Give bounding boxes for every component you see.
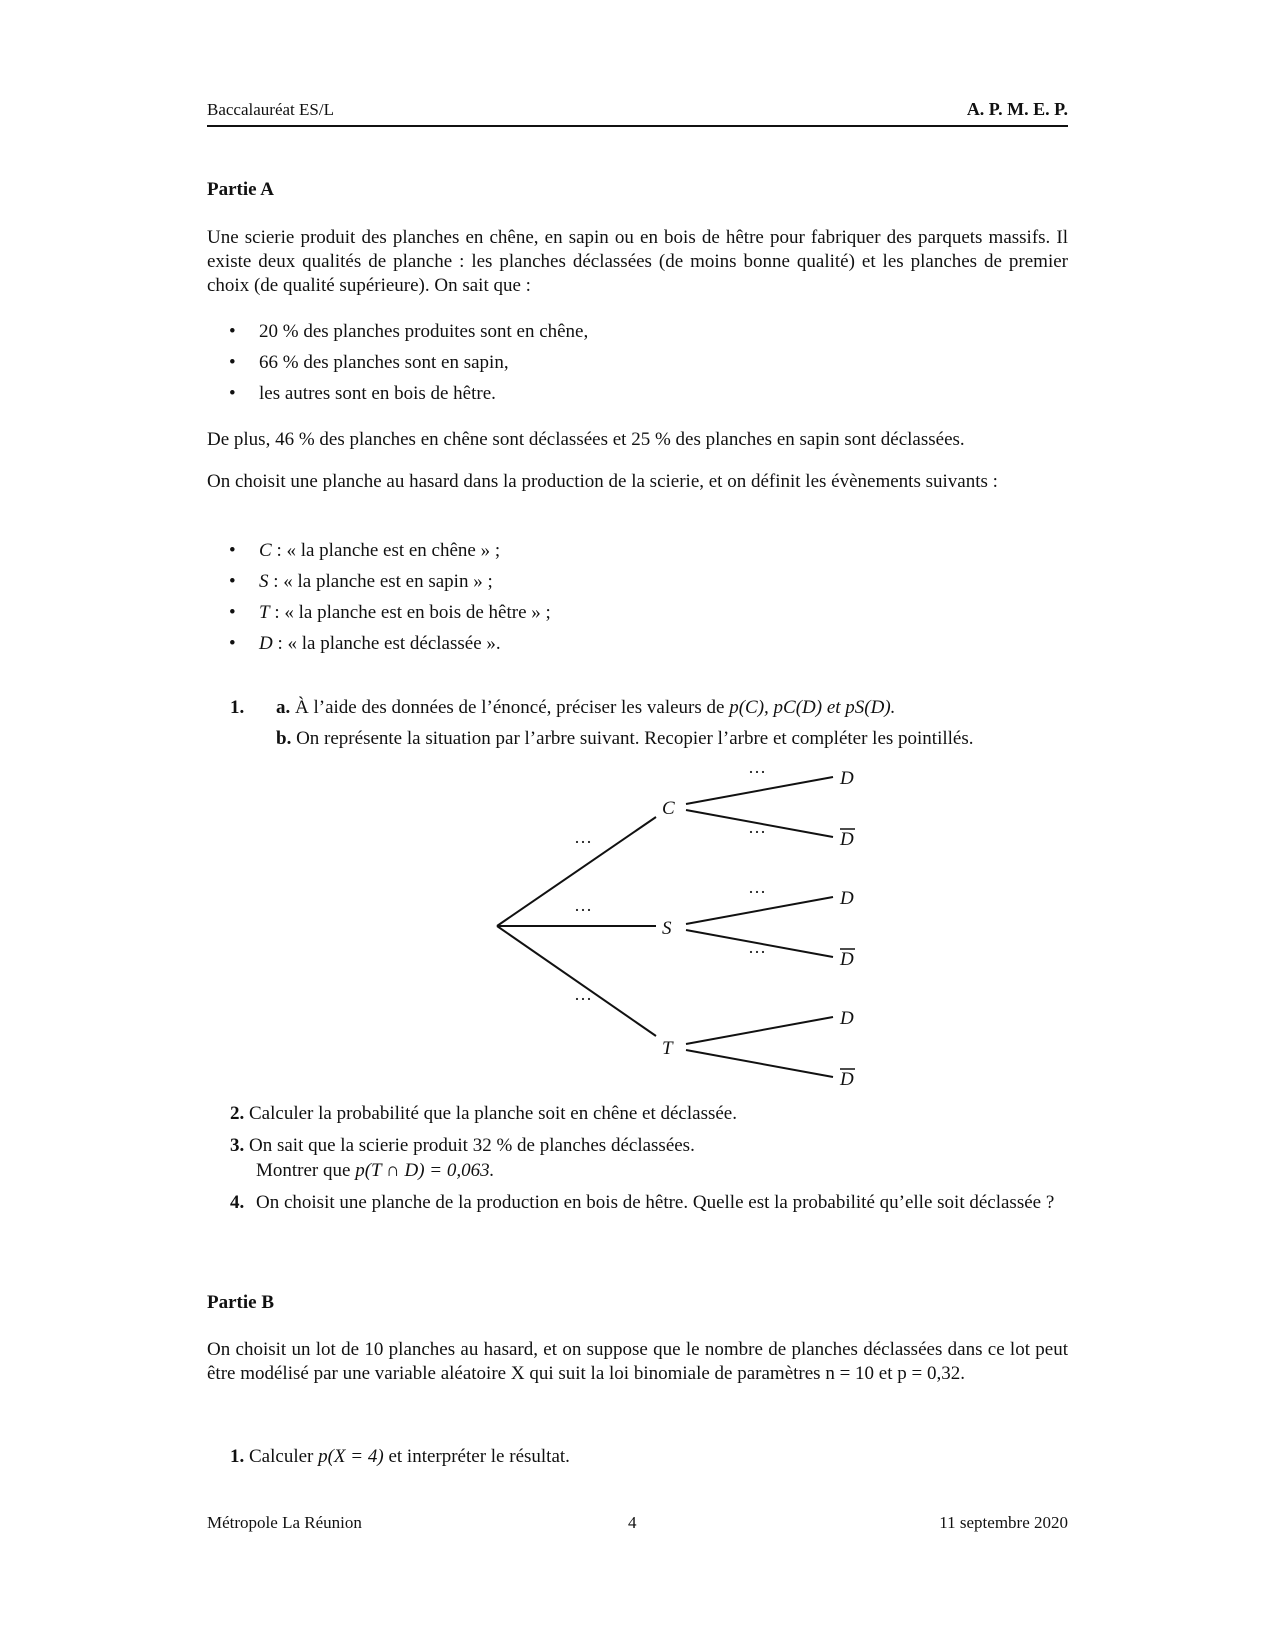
dots-S-Dbar: ··· bbox=[748, 942, 766, 962]
leaf-D: D bbox=[840, 1008, 854, 1029]
partB-q1-post: et interpréter le résultat. bbox=[388, 1446, 570, 1467]
q2-text: Calculer la probabilité que la planche soit en chêne et déclassée. bbox=[249, 1103, 737, 1124]
q3 bbox=[230, 1134, 695, 1158]
q1b-label: b. bbox=[276, 728, 292, 749]
fact-item: • 66 % des planches sont en sapin, bbox=[207, 351, 588, 382]
footer-right: 11 septembre 2020 bbox=[939, 1513, 1068, 1532]
q2 bbox=[230, 1102, 737, 1126]
dots-C-Dbar: ··· bbox=[748, 822, 766, 842]
event-desc: : « la planche est en chêne » ; bbox=[271, 540, 501, 561]
partB-title: Partie B bbox=[207, 1292, 275, 1313]
header-right: A. P. M. E. P. bbox=[966, 99, 1068, 119]
dots-S-D: ··· bbox=[748, 882, 766, 902]
dots-root-S: ··· bbox=[574, 900, 592, 920]
partB-q1 bbox=[230, 1445, 570, 1469]
leaf-Dbar: D bbox=[840, 829, 854, 850]
q1b-text: On représente la situation par l’arbre suivant. Recopier l’arbre et compléter les pointillés. bbox=[296, 728, 974, 749]
q2-number: 2. bbox=[230, 1103, 245, 1124]
leaf-Dbar: D bbox=[840, 949, 854, 970]
q1a-label: a. bbox=[276, 697, 291, 718]
q3-number: 3. bbox=[230, 1135, 245, 1156]
q3-line2 bbox=[256, 1159, 494, 1183]
branch-T-D bbox=[686, 1017, 833, 1044]
q3-math: p(T ∩ D) = 0,063. bbox=[355, 1160, 495, 1181]
event-symbol: T bbox=[259, 602, 270, 623]
q3-text2: Montrer que bbox=[256, 1160, 351, 1181]
leaf-D: D bbox=[840, 768, 854, 789]
fact-item: • 20 % des planches produites sont en chêne, bbox=[207, 320, 588, 351]
dots-C-D: ··· bbox=[748, 762, 766, 782]
footer-left: Métropole La Réunion bbox=[207, 1513, 362, 1532]
q1a-text: À l’aide des données de l’énoncé, préciser les valeurs de bbox=[295, 697, 725, 718]
event-symbol: S bbox=[259, 571, 269, 592]
event-desc: : « la planche est en bois de hêtre » ; bbox=[269, 602, 551, 623]
event-symbol: D bbox=[259, 633, 273, 654]
partA-more: De plus, 46 % des planches en chêne sont déclassées et 25 % des planches en sapin sont déclassées. bbox=[207, 429, 965, 450]
partB-q1-pre: Calculer bbox=[249, 1446, 314, 1467]
dots-root-T: ··· bbox=[574, 989, 592, 1009]
event-symbol: C bbox=[259, 540, 272, 561]
partA-choose: On choisit une planche au hasard dans la production de la scierie, et on définit les évènements suivants : bbox=[207, 471, 998, 492]
branch-T-Dbar bbox=[686, 1050, 833, 1077]
event-desc: : « la planche est en sapin » ; bbox=[268, 571, 493, 592]
q3-text: On sait que la scierie produit 32 % de planches déclassées. bbox=[249, 1135, 695, 1156]
partA-title: Partie A bbox=[207, 179, 275, 200]
leaf-D: D bbox=[840, 888, 854, 909]
partB-intro: On choisit un lot de 10 planches au hasard, et on suppose que le nombre de planches déclassées dans ce lot peut être modélisé par une variable aléatoire X qui suit la loi binomiale de paramètres n = 10 et p = 0,32. bbox=[207, 1339, 1068, 1384]
page-number: 4 bbox=[628, 1513, 637, 1532]
event-desc: : « la planche est déclassée ». bbox=[272, 633, 501, 654]
q4-text: On choisit une planche de la production en bois de hêtre. Quelle est la probabilité qu’elle soit déclassée ? bbox=[256, 1192, 1055, 1213]
leaf-Dbar: D bbox=[840, 1069, 854, 1090]
branch-root-T bbox=[497, 926, 656, 1036]
node-C: C bbox=[662, 798, 675, 819]
q1-number: 1. bbox=[230, 697, 245, 718]
partB-q1-number: 1. bbox=[230, 1446, 245, 1467]
q4-number: 4. bbox=[230, 1192, 245, 1213]
partA-intro: Une scierie produit des planches en chêne, en sapin ou en bois de hêtre pour fabriquer des parquets massifs. Il existe deux qualités de planche : les planches déclassées (de moins bonne qualité) et les planches de premier choix (de qualité supérieure). On sait que : bbox=[207, 227, 1068, 296]
fact-item: • les autres sont en bois de hêtre. bbox=[207, 382, 588, 413]
partB-q1-math: p(X = 4) bbox=[318, 1446, 384, 1467]
q4 bbox=[230, 1191, 1068, 1215]
node-S: S bbox=[662, 918, 672, 939]
q1a-math: p(C), pC(D) et pS(D). bbox=[729, 697, 896, 718]
header-left: Baccalauréat ES/L bbox=[207, 100, 334, 119]
overline-bars bbox=[840, 829, 855, 1069]
node-T: T bbox=[662, 1038, 673, 1059]
dots-root-C: ··· bbox=[574, 832, 592, 852]
